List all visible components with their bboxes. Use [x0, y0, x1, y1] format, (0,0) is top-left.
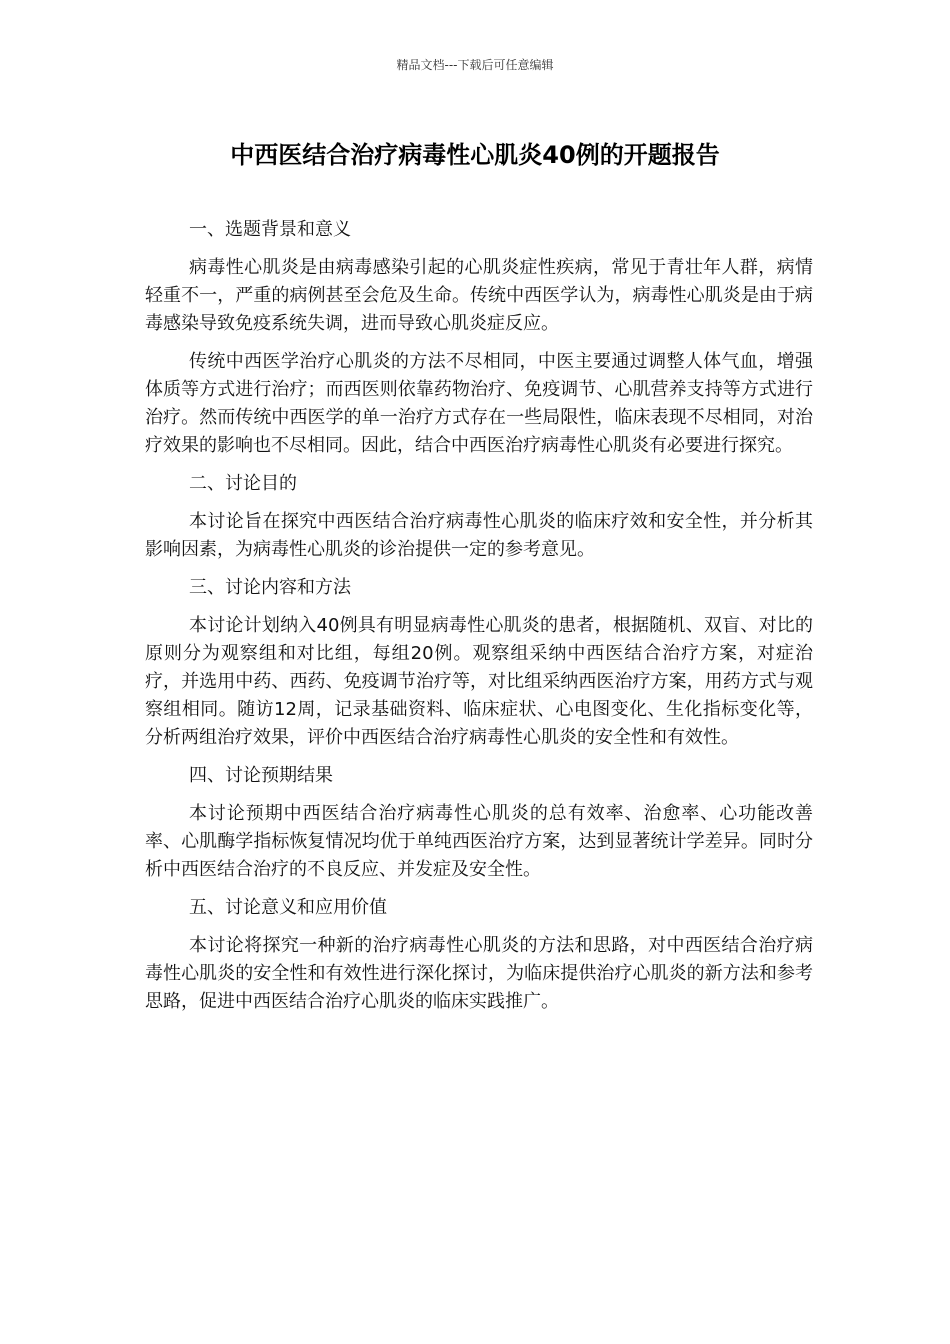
section-purpose [145, 470, 813, 564]
section-expected-results [145, 762, 813, 884]
document-body [145, 216, 813, 1026]
section-heading: 五、讨论意义和应用价值 [189, 897, 387, 918]
section-heading: 二、讨论目的 [189, 473, 297, 494]
section-heading: 一、选题背景和意义 [189, 219, 351, 240]
section-background [145, 216, 813, 460]
paragraph: 本讨论旨在探究中西医结合治疗病毒性心肌炎的临床疗效和安全性，并分析其影响因素，为病毒性心肌炎的诊治提供一定的参考意见。 [145, 511, 813, 560]
section-significance [145, 894, 813, 1016]
paragraph: 病毒性心肌炎是由病毒感染引起的心肌炎症性疾病，常见于青壮年人群，病情轻重不一，严重的病例甚至会危及生命。传统中西医学认为，病毒性心肌炎是由于病毒感染导致免疫系统失调，进而导致心肌炎症反应。 [145, 257, 813, 334]
document-title: 中西医结合治疗病毒性心肌炎40例的开题报告 [230, 141, 720, 169]
section-methods [145, 574, 813, 752]
paragraph: 本讨论计划纳入40例具有明显病毒性心肌炎的患者，根据随机、双盲、对比的原则分为观察组和对比组，每组20例。观察组采纳中西医结合治疗方案，对症治疗，并选用中药、西药、免疫调节治疗等，对比组采纳西医治疗方案，用药方式与观察组相同。随访12周，记录基础资料、临床症状、心电图变化、生化指标变化等，分析两组治疗效果，评价中西医结合治疗病毒性心肌炎的安全性和有效性。 [145, 615, 813, 748]
paragraph: 传统中西医学治疗心肌炎的方法不尽相同，中医主要通过调整人体气血，增强体质等方式进行治疗；而西医则依靠药物治疗、免疫调节、心肌营养支持等方式进行治疗。然而传统中西医学的单一治疗方式存在一些局限性，临床表现不尽相同，对治疗效果的影响也不尽相同。因此，结合中西医治疗病毒性心肌炎有必要进行探究。 [145, 351, 813, 456]
paragraph: 本讨论将探究一种新的治疗病毒性心肌炎的方法和思路，对中西医结合治疗病毒性心肌炎的安全性和有效性进行深化探讨，为临床提供治疗心肌炎的新方法和参考思路，促进中西医结合治疗心肌炎的临床实践推广。 [145, 935, 813, 1012]
header-note: 精品文档---下载后可任意编辑 [396, 58, 554, 72]
section-heading: 四、讨论预期结果 [189, 765, 333, 786]
paragraph: 本讨论预期中西医结合治疗病毒性心肌炎的总有效率、治愈率、心功能改善率、心肌酶学指标恢复情况均优于单纯西医治疗方案，达到显著统计学差异。同时分析中西医结合治疗的不良反应、并发症及安全性。 [145, 803, 813, 880]
section-heading: 三、讨论内容和方法 [189, 577, 351, 598]
